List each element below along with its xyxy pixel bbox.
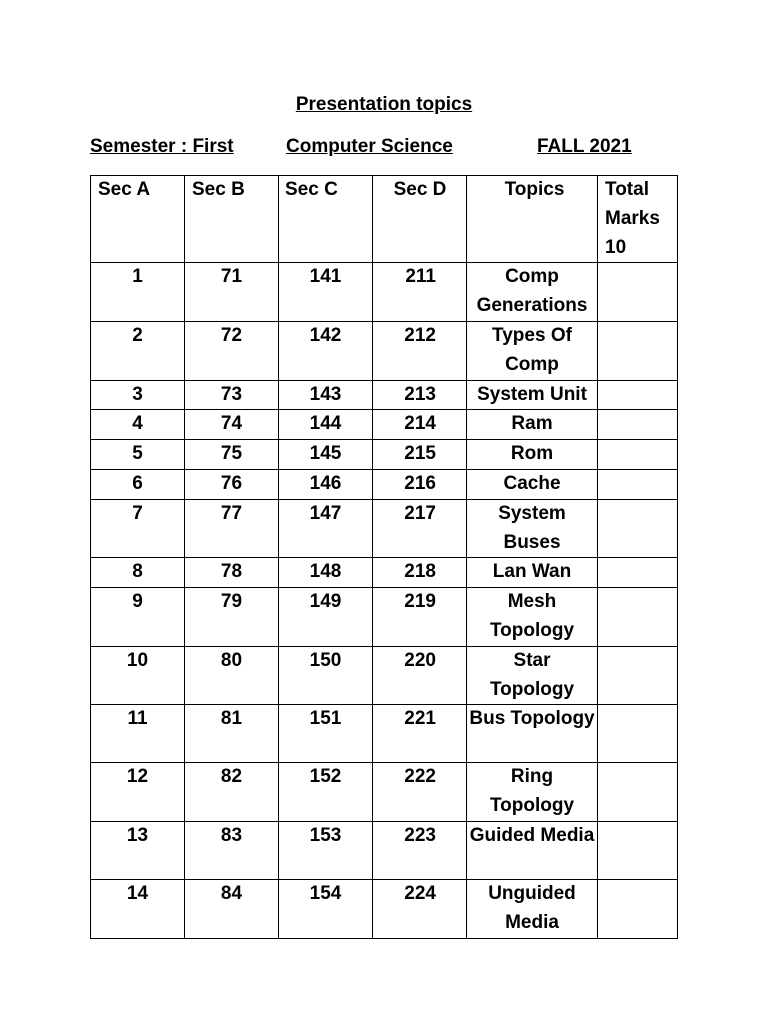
sec-c-cell: 145 [279,440,373,470]
sec-c-cell: 144 [279,410,373,440]
column-header: Sec D [373,176,467,263]
sec-c-cell: 142 [279,321,373,380]
table-header-row [91,176,678,263]
semester-label: Semester : First [90,136,234,157]
column-header: Sec B [185,176,279,263]
marks-cell [598,499,678,558]
marks-cell [598,410,678,440]
marks-cell [598,879,678,938]
sec-d-cell: 224 [373,879,467,938]
column-header: Sec C [279,176,373,263]
sec-d-cell: 215 [373,440,467,470]
marks-cell [598,321,678,380]
sec-a-cell: 9 [91,588,185,647]
topic-cell: Bus Topology [467,705,598,763]
column-header: Total Marks 10 [598,176,678,263]
marks-cell [598,380,678,410]
table-row [91,499,678,558]
sec-d-cell: 220 [373,646,467,705]
sec-a-cell: 6 [91,469,185,499]
sec-a-cell: 11 [91,705,185,763]
sec-b-cell: 71 [185,263,279,322]
sec-a-cell: 8 [91,558,185,588]
sec-b-cell: 73 [185,380,279,410]
sec-b-cell: 82 [185,763,279,822]
table-row [91,410,678,440]
marks-cell [598,558,678,588]
sec-c-cell: 147 [279,499,373,558]
sec-b-cell: 80 [185,646,279,705]
sec-b-cell: 74 [185,410,279,440]
table-row [91,705,678,763]
sec-a-cell: 1 [91,263,185,322]
topic-cell: Cache [467,469,598,499]
table-row [91,321,678,380]
topic-cell: Lan Wan [467,558,598,588]
table-row [91,440,678,470]
sec-d-cell: 218 [373,558,467,588]
sec-b-cell: 72 [185,321,279,380]
marks-cell [598,763,678,822]
sec-b-cell: 78 [185,558,279,588]
topic-cell: Mesh Topology [467,588,598,647]
topic-cell: Rom [467,440,598,470]
sec-c-cell: 146 [279,469,373,499]
topic-cell: Guided Media [467,821,598,879]
sec-c-cell: 151 [279,705,373,763]
sec-b-cell: 83 [185,821,279,879]
sec-b-cell: 84 [185,879,279,938]
topic-cell: System Buses [467,499,598,558]
sec-d-cell: 223 [373,821,467,879]
sec-c-cell: 148 [279,558,373,588]
sec-c-cell: 152 [279,763,373,822]
topics-table [90,175,678,939]
sec-d-cell: 213 [373,380,467,410]
sec-b-cell: 76 [185,469,279,499]
sec-d-cell: 219 [373,588,467,647]
sec-c-cell: 149 [279,588,373,647]
table-row [91,879,678,938]
sec-a-cell: 3 [91,380,185,410]
sec-a-cell: 10 [91,646,185,705]
marks-cell [598,263,678,322]
topic-cell: Star Topology [467,646,598,705]
column-header: Sec A [91,176,185,263]
sec-b-cell: 81 [185,705,279,763]
topic-cell: Comp Generations [467,263,598,322]
marks-cell [598,705,678,763]
sec-a-cell: 5 [91,440,185,470]
marks-cell [598,440,678,470]
table-row [91,558,678,588]
sec-a-cell: 13 [91,821,185,879]
marks-cell [598,588,678,647]
marks-cell [598,646,678,705]
sec-d-cell: 211 [373,263,467,322]
sec-b-cell: 79 [185,588,279,647]
sec-d-cell: 216 [373,469,467,499]
topic-cell: Ring Topology [467,763,598,822]
sec-b-cell: 77 [185,499,279,558]
topics-table-body [91,176,678,939]
table-row [91,821,678,879]
sec-d-cell: 217 [373,499,467,558]
table-row [91,646,678,705]
sec-c-cell: 143 [279,380,373,410]
sec-d-cell: 222 [373,763,467,822]
term-label: FALL 2021 [537,136,632,157]
topic-cell: System Unit [467,380,598,410]
document-title: Presentation topics [295,94,473,115]
sec-b-cell: 75 [185,440,279,470]
sec-c-cell: 154 [279,879,373,938]
sec-c-cell: 153 [279,821,373,879]
table-row [91,263,678,322]
sec-c-cell: 141 [279,263,373,322]
marks-cell [598,469,678,499]
table-row [91,763,678,822]
sec-c-cell: 150 [279,646,373,705]
sec-a-cell: 12 [91,763,185,822]
sec-a-cell: 14 [91,879,185,938]
sec-d-cell: 221 [373,705,467,763]
marks-cell [598,821,678,879]
topic-cell: Types Of Comp [467,321,598,380]
sec-a-cell: 4 [91,410,185,440]
sec-d-cell: 214 [373,410,467,440]
sec-d-cell: 212 [373,321,467,380]
sec-a-cell: 2 [91,321,185,380]
table-row [91,380,678,410]
table-row [91,588,678,647]
topic-cell: Unguided Media [467,879,598,938]
topic-cell: Ram [467,410,598,440]
subject-label: Computer Science [286,136,453,157]
sec-a-cell: 7 [91,499,185,558]
table-row [91,469,678,499]
column-header: Topics [467,176,598,263]
